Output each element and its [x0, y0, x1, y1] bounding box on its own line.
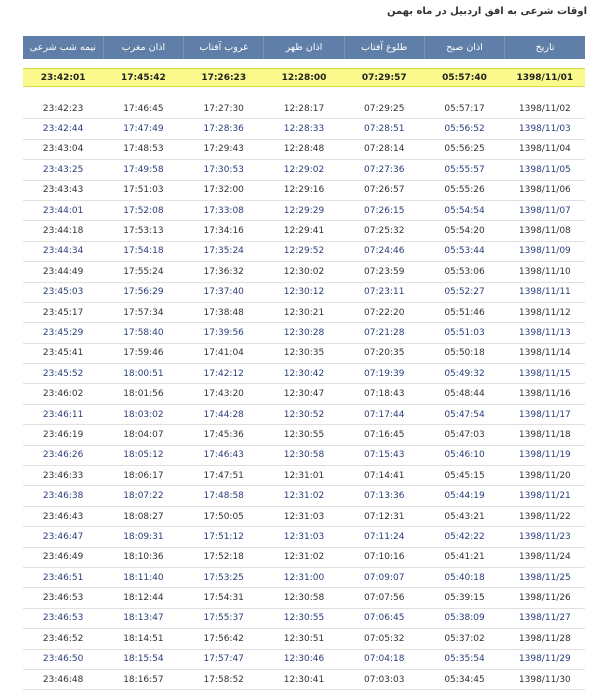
cell-maghrib: 18:07:22	[103, 486, 183, 506]
column-header-sunset: غروب آفتاب	[184, 36, 264, 59]
cell-maghrib: 18:10:36	[103, 547, 183, 567]
cell-midnight: 23:46:33	[23, 466, 103, 486]
today-sunrise: 07:29:57	[344, 69, 424, 87]
cell-maghrib: 18:05:12	[103, 445, 183, 465]
cell-maghrib: 17:49:58	[103, 160, 183, 180]
table-row	[23, 567, 585, 587]
table-row	[23, 547, 585, 567]
cell-sunrise: 07:24:46	[344, 241, 424, 261]
cell-dhuhr: 12:30:28	[264, 323, 344, 343]
cell-maghrib: 18:11:40	[103, 567, 183, 587]
table-header-row	[23, 36, 585, 59]
cell-dhuhr: 12:29:29	[264, 200, 344, 220]
table-row	[23, 588, 585, 608]
column-header-midnight: نیمه شب شرعی	[23, 36, 103, 59]
cell-fajr: 05:38:09	[424, 608, 504, 628]
cell-date: 1398/11/12	[505, 302, 585, 322]
cell-sunrise: 07:12:31	[344, 506, 424, 526]
cell-sunset: 17:29:43	[184, 139, 264, 159]
cell-midnight: 23:46:53	[23, 588, 103, 608]
cell-midnight: 23:46:48	[23, 669, 103, 689]
cell-maghrib: 17:53:13	[103, 221, 183, 241]
cell-date: 1398/11/13	[505, 323, 585, 343]
cell-dhuhr: 12:30:41	[264, 669, 344, 689]
cell-sunrise: 07:28:51	[344, 119, 424, 139]
cell-dhuhr: 12:31:03	[264, 527, 344, 547]
cell-maghrib: 18:04:07	[103, 425, 183, 445]
cell-sunset: 17:45:36	[184, 425, 264, 445]
cell-sunset: 17:46:43	[184, 445, 264, 465]
cell-dhuhr: 12:31:01	[264, 466, 344, 486]
cell-fajr: 05:35:54	[424, 649, 504, 669]
cell-date: 1398/11/20	[505, 466, 585, 486]
cell-date: 1398/11/15	[505, 364, 585, 384]
prayer-times-table	[23, 36, 585, 690]
cell-sunset: 17:53:25	[184, 567, 264, 587]
cell-fajr: 05:50:18	[424, 343, 504, 363]
cell-midnight: 23:42:44	[23, 119, 103, 139]
cell-maghrib: 18:08:27	[103, 506, 183, 526]
cell-fajr: 05:54:20	[424, 221, 504, 241]
cell-sunrise: 07:14:41	[344, 466, 424, 486]
cell-sunset: 17:48:58	[184, 486, 264, 506]
cell-sunset: 17:57:47	[184, 649, 264, 669]
cell-sunset: 17:52:18	[184, 547, 264, 567]
table-row	[23, 425, 585, 445]
cell-dhuhr: 12:29:52	[264, 241, 344, 261]
today-dhuhr: 12:28:00	[264, 69, 344, 87]
cell-midnight: 23:46:26	[23, 445, 103, 465]
cell-midnight: 23:46:43	[23, 506, 103, 526]
cell-dhuhr: 12:30:12	[264, 282, 344, 302]
cell-maghrib: 18:03:02	[103, 404, 183, 424]
cell-midnight: 23:45:41	[23, 343, 103, 363]
cell-date: 1398/11/02	[505, 99, 585, 119]
table-row	[23, 160, 585, 180]
cell-sunrise: 07:27:36	[344, 160, 424, 180]
cell-dhuhr: 12:30:46	[264, 649, 344, 669]
cell-sunrise: 07:26:57	[344, 180, 424, 200]
column-header-sunrise: طلوع آفتاب	[344, 36, 424, 59]
cell-sunrise: 07:13:36	[344, 486, 424, 506]
cell-sunrise: 07:04:18	[344, 649, 424, 669]
cell-fajr: 05:37:02	[424, 629, 504, 649]
cell-maghrib: 17:54:18	[103, 241, 183, 261]
cell-sunrise: 07:11:24	[344, 527, 424, 547]
cell-fajr: 05:42:22	[424, 527, 504, 547]
cell-dhuhr: 12:31:00	[264, 567, 344, 587]
cell-sunrise: 07:20:35	[344, 343, 424, 363]
table-row	[23, 364, 585, 384]
table-row	[23, 282, 585, 302]
cell-date: 1398/11/14	[505, 343, 585, 363]
table-row	[23, 302, 585, 322]
cell-midnight: 23:44:01	[23, 200, 103, 220]
cell-date: 1398/11/03	[505, 119, 585, 139]
cell-dhuhr: 12:29:02	[264, 160, 344, 180]
cell-sunset: 17:42:12	[184, 364, 264, 384]
cell-sunrise: 07:05:32	[344, 629, 424, 649]
cell-fajr: 05:51:46	[424, 302, 504, 322]
cell-sunset: 17:32:00	[184, 180, 264, 200]
cell-sunset: 17:55:37	[184, 608, 264, 628]
cell-midnight: 23:45:03	[23, 282, 103, 302]
cell-fajr: 05:49:32	[424, 364, 504, 384]
cell-fajr: 05:47:54	[424, 404, 504, 424]
table-row	[23, 200, 585, 220]
cell-date: 1398/11/30	[505, 669, 585, 689]
cell-dhuhr: 12:28:33	[264, 119, 344, 139]
cell-sunrise: 07:09:07	[344, 567, 424, 587]
cell-maghrib: 17:48:53	[103, 139, 183, 159]
cell-sunrise: 07:26:15	[344, 200, 424, 220]
cell-dhuhr: 12:30:51	[264, 629, 344, 649]
cell-sunset: 17:41:04	[184, 343, 264, 363]
cell-maghrib: 17:46:45	[103, 99, 183, 119]
cell-maghrib: 18:15:54	[103, 649, 183, 669]
cell-date: 1398/11/19	[505, 445, 585, 465]
cell-midnight: 23:45:29	[23, 323, 103, 343]
cell-fajr: 05:54:54	[424, 200, 504, 220]
table-row	[23, 669, 585, 689]
cell-maghrib: 17:52:08	[103, 200, 183, 220]
cell-fajr: 05:51:03	[424, 323, 504, 343]
table-row	[23, 649, 585, 669]
cell-sunset: 17:35:24	[184, 241, 264, 261]
cell-date: 1398/11/09	[505, 241, 585, 261]
cell-sunset: 17:56:42	[184, 629, 264, 649]
cell-sunset: 17:58:52	[184, 669, 264, 689]
cell-sunrise: 07:03:03	[344, 669, 424, 689]
cell-maghrib: 17:57:34	[103, 302, 183, 322]
cell-midnight: 23:46:47	[23, 527, 103, 547]
cell-sunset: 17:30:53	[184, 160, 264, 180]
cell-fajr: 05:40:18	[424, 567, 504, 587]
cell-fajr: 05:53:44	[424, 241, 504, 261]
cell-fajr: 05:55:57	[424, 160, 504, 180]
spacer-row	[23, 87, 585, 100]
table-row	[23, 343, 585, 363]
cell-dhuhr: 12:28:17	[264, 99, 344, 119]
spacer-row	[23, 59, 585, 69]
cell-midnight: 23:46:49	[23, 547, 103, 567]
cell-maghrib: 18:14:51	[103, 629, 183, 649]
cell-dhuhr: 12:31:03	[264, 506, 344, 526]
cell-sunset: 17:43:20	[184, 384, 264, 404]
cell-midnight: 23:46:19	[23, 425, 103, 445]
cell-date: 1398/11/24	[505, 547, 585, 567]
cell-dhuhr: 12:30:02	[264, 262, 344, 282]
cell-midnight: 23:46:52	[23, 629, 103, 649]
cell-sunrise: 07:28:14	[344, 139, 424, 159]
table-body	[23, 99, 585, 690]
cell-dhuhr: 12:30:58	[264, 588, 344, 608]
cell-midnight: 23:43:25	[23, 160, 103, 180]
cell-maghrib: 17:59:46	[103, 343, 183, 363]
table-row	[23, 262, 585, 282]
table-row	[23, 608, 585, 628]
cell-dhuhr: 12:30:55	[264, 608, 344, 628]
cell-sunrise: 07:17:44	[344, 404, 424, 424]
today-sunset: 17:26:23	[184, 69, 264, 87]
cell-date: 1398/11/08	[505, 221, 585, 241]
cell-fajr: 05:48:44	[424, 384, 504, 404]
cell-sunrise: 07:23:11	[344, 282, 424, 302]
page-title: اوقات شرعی به افق اردبیل در ماه بهمن	[386, 6, 587, 17]
cell-fajr: 05:55:26	[424, 180, 504, 200]
cell-maghrib: 17:58:40	[103, 323, 183, 343]
cell-maghrib: 17:55:24	[103, 262, 183, 282]
cell-sunrise: 07:22:20	[344, 302, 424, 322]
cell-fajr: 05:53:06	[424, 262, 504, 282]
cell-dhuhr: 12:30:52	[264, 404, 344, 424]
cell-sunset: 17:34:16	[184, 221, 264, 241]
cell-fajr: 05:56:52	[424, 119, 504, 139]
cell-midnight: 23:46:38	[23, 486, 103, 506]
cell-maghrib: 18:00:51	[103, 364, 183, 384]
cell-maghrib: 18:09:31	[103, 527, 183, 547]
cell-maghrib: 17:47:49	[103, 119, 183, 139]
cell-date: 1398/11/28	[505, 629, 585, 649]
table-row	[23, 466, 585, 486]
cell-sunset: 17:28:36	[184, 119, 264, 139]
cell-maghrib: 18:01:56	[103, 384, 183, 404]
cell-dhuhr: 12:29:16	[264, 180, 344, 200]
cell-date: 1398/11/17	[505, 404, 585, 424]
cell-date: 1398/11/22	[505, 506, 585, 526]
cell-fajr: 05:52:27	[424, 282, 504, 302]
cell-midnight: 23:43:04	[23, 139, 103, 159]
cell-midnight: 23:42:23	[23, 99, 103, 119]
cell-midnight: 23:43:43	[23, 180, 103, 200]
cell-fajr: 05:34:45	[424, 669, 504, 689]
cell-sunset: 17:54:31	[184, 588, 264, 608]
cell-sunrise: 07:29:25	[344, 99, 424, 119]
table-row	[23, 241, 585, 261]
cell-dhuhr: 12:30:58	[264, 445, 344, 465]
cell-sunrise: 07:10:16	[344, 547, 424, 567]
cell-dhuhr: 12:30:55	[264, 425, 344, 445]
cell-midnight: 23:46:11	[23, 404, 103, 424]
cell-fajr: 05:41:21	[424, 547, 504, 567]
cell-sunrise: 07:25:32	[344, 221, 424, 241]
today-midnight: 23:42:01	[23, 69, 103, 87]
cell-maghrib: 18:16:57	[103, 669, 183, 689]
cell-midnight: 23:44:18	[23, 221, 103, 241]
cell-midnight: 23:44:34	[23, 241, 103, 261]
cell-sunset: 17:27:30	[184, 99, 264, 119]
cell-sunrise: 07:21:28	[344, 323, 424, 343]
cell-date: 1398/11/25	[505, 567, 585, 587]
cell-midnight: 23:46:53	[23, 608, 103, 628]
cell-dhuhr: 12:31:02	[264, 547, 344, 567]
table-row	[23, 180, 585, 200]
cell-dhuhr: 12:30:47	[264, 384, 344, 404]
cell-date: 1398/11/16	[505, 384, 585, 404]
cell-fajr: 05:39:15	[424, 588, 504, 608]
cell-maghrib: 18:06:17	[103, 466, 183, 486]
cell-maghrib: 18:13:47	[103, 608, 183, 628]
table-row	[23, 527, 585, 547]
today-date: 1398/11/01	[505, 69, 585, 87]
table-row	[23, 99, 585, 119]
cell-sunrise: 07:06:45	[344, 608, 424, 628]
table-row	[23, 221, 585, 241]
today-fajr: 05:57:40	[424, 69, 504, 87]
cell-date: 1398/11/04	[505, 139, 585, 159]
cell-sunset: 17:39:56	[184, 323, 264, 343]
cell-sunrise: 07:16:45	[344, 425, 424, 445]
cell-maghrib: 17:51:03	[103, 180, 183, 200]
cell-date: 1398/11/07	[505, 200, 585, 220]
cell-dhuhr: 12:30:42	[264, 364, 344, 384]
column-header-fajr: اذان صبح	[424, 36, 504, 59]
cell-sunset: 17:47:51	[184, 466, 264, 486]
cell-maghrib: 18:12:44	[103, 588, 183, 608]
cell-date: 1398/11/29	[505, 649, 585, 669]
cell-dhuhr: 12:28:48	[264, 139, 344, 159]
cell-fajr: 05:46:10	[424, 445, 504, 465]
table-row	[23, 384, 585, 404]
cell-sunset: 17:37:40	[184, 282, 264, 302]
cell-dhuhr: 12:29:41	[264, 221, 344, 241]
today-row	[23, 69, 585, 87]
cell-date: 1398/11/21	[505, 486, 585, 506]
cell-sunrise: 07:15:43	[344, 445, 424, 465]
cell-fajr: 05:56:25	[424, 139, 504, 159]
table-row	[23, 323, 585, 343]
cell-maghrib: 17:56:29	[103, 282, 183, 302]
cell-sunset: 17:50:05	[184, 506, 264, 526]
cell-sunset: 17:33:08	[184, 200, 264, 220]
cell-fajr: 05:43:21	[424, 506, 504, 526]
cell-midnight: 23:46:02	[23, 384, 103, 404]
cell-date: 1398/11/11	[505, 282, 585, 302]
cell-date: 1398/11/23	[505, 527, 585, 547]
cell-sunrise: 07:23:59	[344, 262, 424, 282]
today-maghrib: 17:45:42	[103, 69, 183, 87]
table-row	[23, 506, 585, 526]
table-row	[23, 119, 585, 139]
cell-sunset: 17:36:32	[184, 262, 264, 282]
cell-sunset: 17:38:48	[184, 302, 264, 322]
cell-date: 1398/11/06	[505, 180, 585, 200]
cell-midnight: 23:46:51	[23, 567, 103, 587]
cell-midnight: 23:44:49	[23, 262, 103, 282]
cell-fajr: 05:57:17	[424, 99, 504, 119]
cell-sunset: 17:51:12	[184, 527, 264, 547]
cell-dhuhr: 12:30:35	[264, 343, 344, 363]
cell-dhuhr: 12:31:02	[264, 486, 344, 506]
cell-sunrise: 07:19:39	[344, 364, 424, 384]
cell-fajr: 05:47:03	[424, 425, 504, 445]
table-row	[23, 629, 585, 649]
column-header-date: تاریخ	[505, 36, 585, 59]
cell-dhuhr: 12:30:21	[264, 302, 344, 322]
cell-date: 1398/11/26	[505, 588, 585, 608]
table-row	[23, 486, 585, 506]
cell-date: 1398/11/05	[505, 160, 585, 180]
table-row	[23, 445, 585, 465]
cell-date: 1398/11/18	[505, 425, 585, 445]
cell-date: 1398/11/10	[505, 262, 585, 282]
cell-fajr: 05:44:19	[424, 486, 504, 506]
table-row	[23, 404, 585, 424]
cell-sunrise: 07:07:56	[344, 588, 424, 608]
column-header-maghrib: اذان مغرب	[103, 36, 183, 59]
table-row	[23, 139, 585, 159]
cell-midnight: 23:45:17	[23, 302, 103, 322]
cell-date: 1398/11/27	[505, 608, 585, 628]
cell-fajr: 05:45:15	[424, 466, 504, 486]
cell-sunset: 17:44:28	[184, 404, 264, 424]
cell-midnight: 23:45:52	[23, 364, 103, 384]
column-header-dhuhr: اذان ظهر	[264, 36, 344, 59]
cell-sunrise: 07:18:43	[344, 384, 424, 404]
cell-midnight: 23:46:50	[23, 649, 103, 669]
